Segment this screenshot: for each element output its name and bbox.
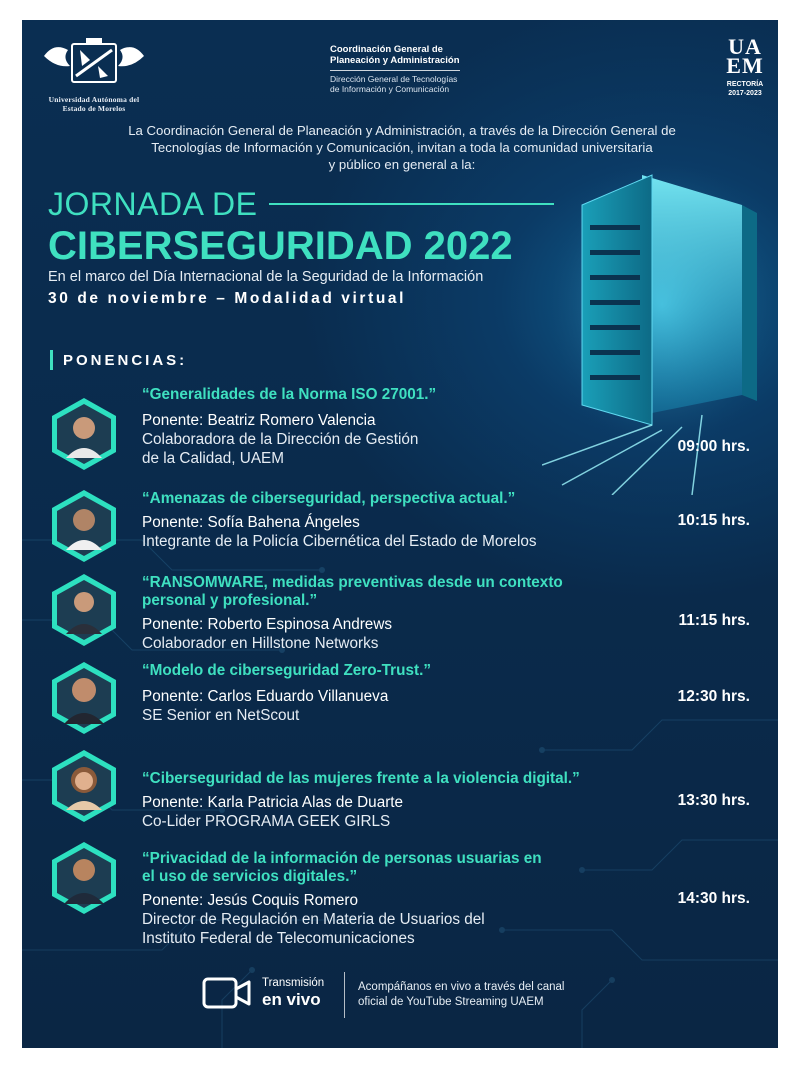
- rectoria-years: 2017-2023: [728, 89, 762, 97]
- uaem-logo-line1: UA: [728, 34, 762, 59]
- intro-line3: y público en general a la:: [328, 157, 476, 172]
- header-divider: [330, 70, 460, 71]
- event-title-line1: JORNADA DE: [48, 186, 258, 222]
- direction-line1: Dirección General de Tecnologías: [330, 74, 458, 84]
- talk-description: Colaborador en Hillstone Networks: [142, 635, 379, 652]
- talk-title: “Ciberseguridad de las mujeres frente a la violencia digital.”: [142, 770, 580, 787]
- speaker-photo: [50, 660, 118, 736]
- talk-speaker: Ponente: Sofía Bahena Ángeles: [142, 514, 360, 531]
- en-vivo-label: en vivo: [262, 990, 321, 1009]
- footer-divider: [344, 972, 345, 1018]
- talk-title: “Amenazas de ciberseguridad, perspectiva actual.”: [142, 490, 516, 507]
- talk-time: 14:30 hrs.: [677, 890, 750, 907]
- talk-speaker: Ponente: Jesús Coquis Romero: [142, 892, 358, 909]
- talk-title: “Privacidad de la información de personas usuarias en el uso de servicios digitales.”: [142, 850, 542, 885]
- event-title-line2: CIBERSEGURIDAD 2022: [48, 224, 513, 268]
- speaker-photo: [50, 396, 118, 472]
- coordination-header: [330, 44, 500, 94]
- poster: [22, 20, 778, 1048]
- video-camera-icon: [202, 976, 252, 1010]
- intro-line1: La Coordinación General de Planeación y Administración, a través de la Dirección General de: [128, 123, 676, 138]
- transmision-label: Transmisión en vivo: [262, 977, 325, 1009]
- talk-time: 10:15 hrs.: [677, 512, 750, 529]
- event-subtitle: En el marco del Día Internacional de la Seguridad de la Información: [48, 269, 484, 285]
- coordination-title-line1: Coordinación General de: [330, 44, 443, 55]
- talk-title: “Generalidades de la Norma ISO 27001.”: [142, 386, 437, 403]
- talk-description: Co-Lider PROGRAMA GEEK GIRLS: [142, 813, 391, 830]
- live-stream-footer: [202, 972, 632, 1018]
- uaem-logo-line2: EM: [726, 53, 764, 78]
- ponencias-label: PONENCIAS:: [63, 351, 188, 369]
- talk-time: 11:15 hrs.: [678, 612, 750, 629]
- talk-speaker: Ponente: Roberto Espinosa Andrews: [142, 616, 393, 633]
- speaker-photo: [50, 572, 118, 648]
- talk-title: “RANSOMWARE, medidas preventivas desde un contexto personal y profesional.”: [142, 574, 563, 609]
- talk-title: “Modelo de ciberseguridad Zero-Trust.”: [142, 662, 431, 679]
- university-name-line2: Estado de Morelos: [62, 104, 126, 113]
- uaem-university-logo: [34, 36, 154, 113]
- speaker-photo: [50, 840, 118, 916]
- talk-description: Director de Regulación en Materia de Usuarios del Instituto Federal de Telecomunicaciones: [142, 911, 485, 947]
- talk-time: 09:00 hrs.: [677, 438, 750, 455]
- speaker-photo: [50, 748, 118, 824]
- event-title-block: [48, 186, 558, 308]
- coordination-title-line2: Planeación y Administración: [330, 55, 460, 66]
- ponencias-heading: [50, 350, 187, 370]
- youtube-channel-text: Acompáñanos en vivo a través del canal oficial de YouTube Streaming UAEM: [358, 981, 565, 1008]
- talk-time: 12:30 hrs.: [677, 688, 750, 705]
- rectoria-label: RECTORÍA: [726, 81, 764, 88]
- talk-speaker: Ponente: Carlos Eduardo Villanueva: [142, 688, 389, 705]
- talk-description: SE Senior en NetScout: [142, 707, 300, 724]
- event-date-mode: 30 de noviembre – Modalidad virtual: [48, 290, 407, 307]
- talk-speaker: Ponente: Beatriz Romero Valencia: [142, 412, 376, 429]
- intro-line2: Tecnologías de Información y Comunicación, invitan a toda la comunidad universitaria: [151, 140, 653, 155]
- talk-time: 13:30 hrs.: [677, 792, 750, 809]
- talk-description: Integrante de la Policía Cibernética del Estado de Morelos: [142, 533, 537, 550]
- uaem-crest-icon: [42, 36, 146, 86]
- uaem-rectoria-logo: [722, 34, 768, 98]
- ponencias-bar: [50, 350, 53, 370]
- talk-description: Colaboradora de la Dirección de Gestión de la Calidad, UAEM: [142, 431, 419, 467]
- university-name-line1: Universidad Autónoma del: [48, 95, 140, 104]
- talk-speaker: Ponente: Karla Patricia Alas de Duarte: [142, 794, 404, 811]
- speaker-photo: [50, 488, 118, 564]
- title-rule: [269, 203, 554, 205]
- direction-line2: de Información y Comunicación: [330, 84, 450, 94]
